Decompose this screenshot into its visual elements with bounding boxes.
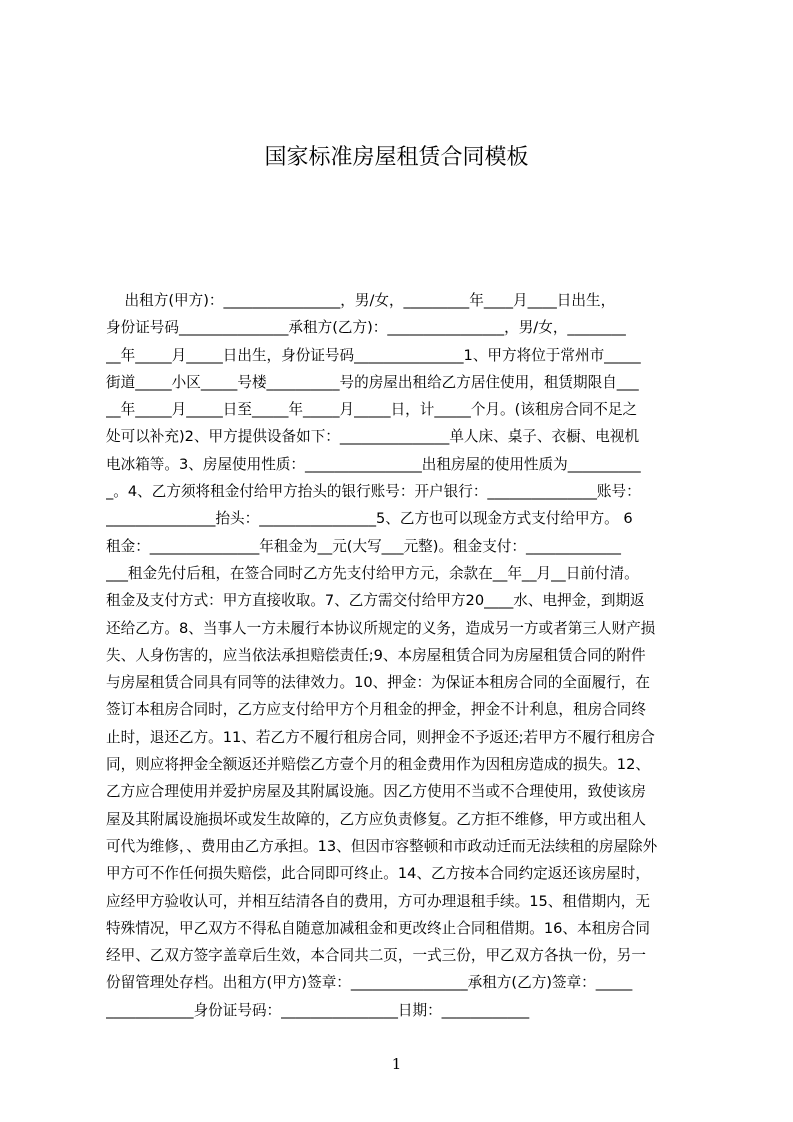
contract-line: __年_____月_____日出生，身份证号码_______________1、甲方将位于常州市_____ (106, 346, 641, 364)
page-number: 1 (391, 1055, 402, 1073)
contract-line: 经甲、乙双方签字盖章后生效，本合同共二页，一式三份，甲乙双方各执一份，另一 (106, 947, 646, 965)
contract-line: 乙方应合理使用并爱护房屋及其附属设施。因乙方使用不当或不合理使用，致使该房 (106, 783, 646, 801)
contract-line: ____________身份证号码：________________日期：____________ (106, 1001, 530, 1019)
contract-body (106, 290, 698, 1027)
contract-line: 电冰箱等。3、房屋使用性质：________________出租房屋的使用性质为__________ (106, 455, 641, 473)
contract-line: _______________抬头：________________5、乙方也可以现金方式支付给甲方。 6 (106, 510, 633, 528)
contract-line: 街道_____小区_____号楼__________号的房屋出租给乙方居住使用，租赁期限自___ (106, 373, 639, 391)
contract-line: 租金及支付方式：甲方直接收取。7、乙方需交付给甲方20____水、电押金，到期返 (106, 592, 645, 610)
contract-line: 租金：_______________年租金为__元(大写___元整)。租金支付：_____________ (106, 537, 621, 555)
contract-line: _。4、乙方须将租金付给甲方抬头的银行账号：开户银行：_______________账号： (106, 483, 641, 501)
contract-line: 处可以补充)2、甲方提供设备如下：_______________单人床、桌子、衣橱、电视机 (106, 428, 640, 446)
contract-line: ___租金先付后租，在签合同时乙方先支付给甲方元，余款在__年__月__日前付清。 (106, 564, 639, 582)
contract-line: 屋及其附属设施损坏或发生故障的，乙方应负责修复。乙方拒不维修，甲方或出租人 (106, 810, 646, 828)
contract-line: 身份证号码_______________承租方(乙方)：________________，男/女，________ (106, 319, 626, 337)
page-title: 国家标准房屋租赁合同模板 (264, 145, 529, 170)
contract-line: 出租方(甲方)：________________，男/女，_________年____月____日出生， (106, 292, 616, 309)
contract-line: 与房屋租赁合同具有同等的法律效力。10、押金：为保证本租房合同的全面履行，在 (106, 674, 650, 692)
contract-line: 签订本租房合同时，乙方应支付给甲方个月租金的押金，押金不计利息，租房合同终 (106, 701, 646, 719)
contract-line: 同，则应将押金全额返还并赔偿乙方壹个月的租金费用作为因租房造成的损失。12、 (106, 756, 650, 774)
contract-line: __年_____月_____日至_____年_____月_____日，计_____个月。(该租房合同不足之 (106, 401, 638, 419)
contract-line: 甲方可不作任何损失赔偿，此合同即可终止。14、乙方按本合同约定返还该房屋时， (106, 865, 650, 883)
contract-line: 特殊情况，甲乙双方不得私自随意加减租金和更改终止合同租借期。16、本租房合同 (106, 919, 650, 937)
contract-line: 失、人身伤害的，应当依法承担赔偿责任;9、本房屋租赁合同为房屋租赁合同的附件 (106, 646, 646, 664)
contract-line: 止时，退还乙方。11、若乙方不履行租房合同，则押金不予返还;若甲方不履行租房合 (106, 728, 655, 746)
contract-line: 可代为维修，、费用由乙方承担。13、但因市容整顿和市政动迁而无法续租的房屋除外 (106, 837, 658, 855)
contract-line: 份留管理处存档。出租方(甲方)签章：________________承租方(乙方)签章：_____ (106, 974, 633, 992)
contract-line: 应经甲方验收认可，并相互结清各自的费用，方可办理退租手续。15、租借期内，无 (106, 892, 650, 910)
contract-line: 还给乙方。8、当事人一方未履行本协议所规定的义务，造成另一方或者第三人财产损 (106, 619, 656, 637)
